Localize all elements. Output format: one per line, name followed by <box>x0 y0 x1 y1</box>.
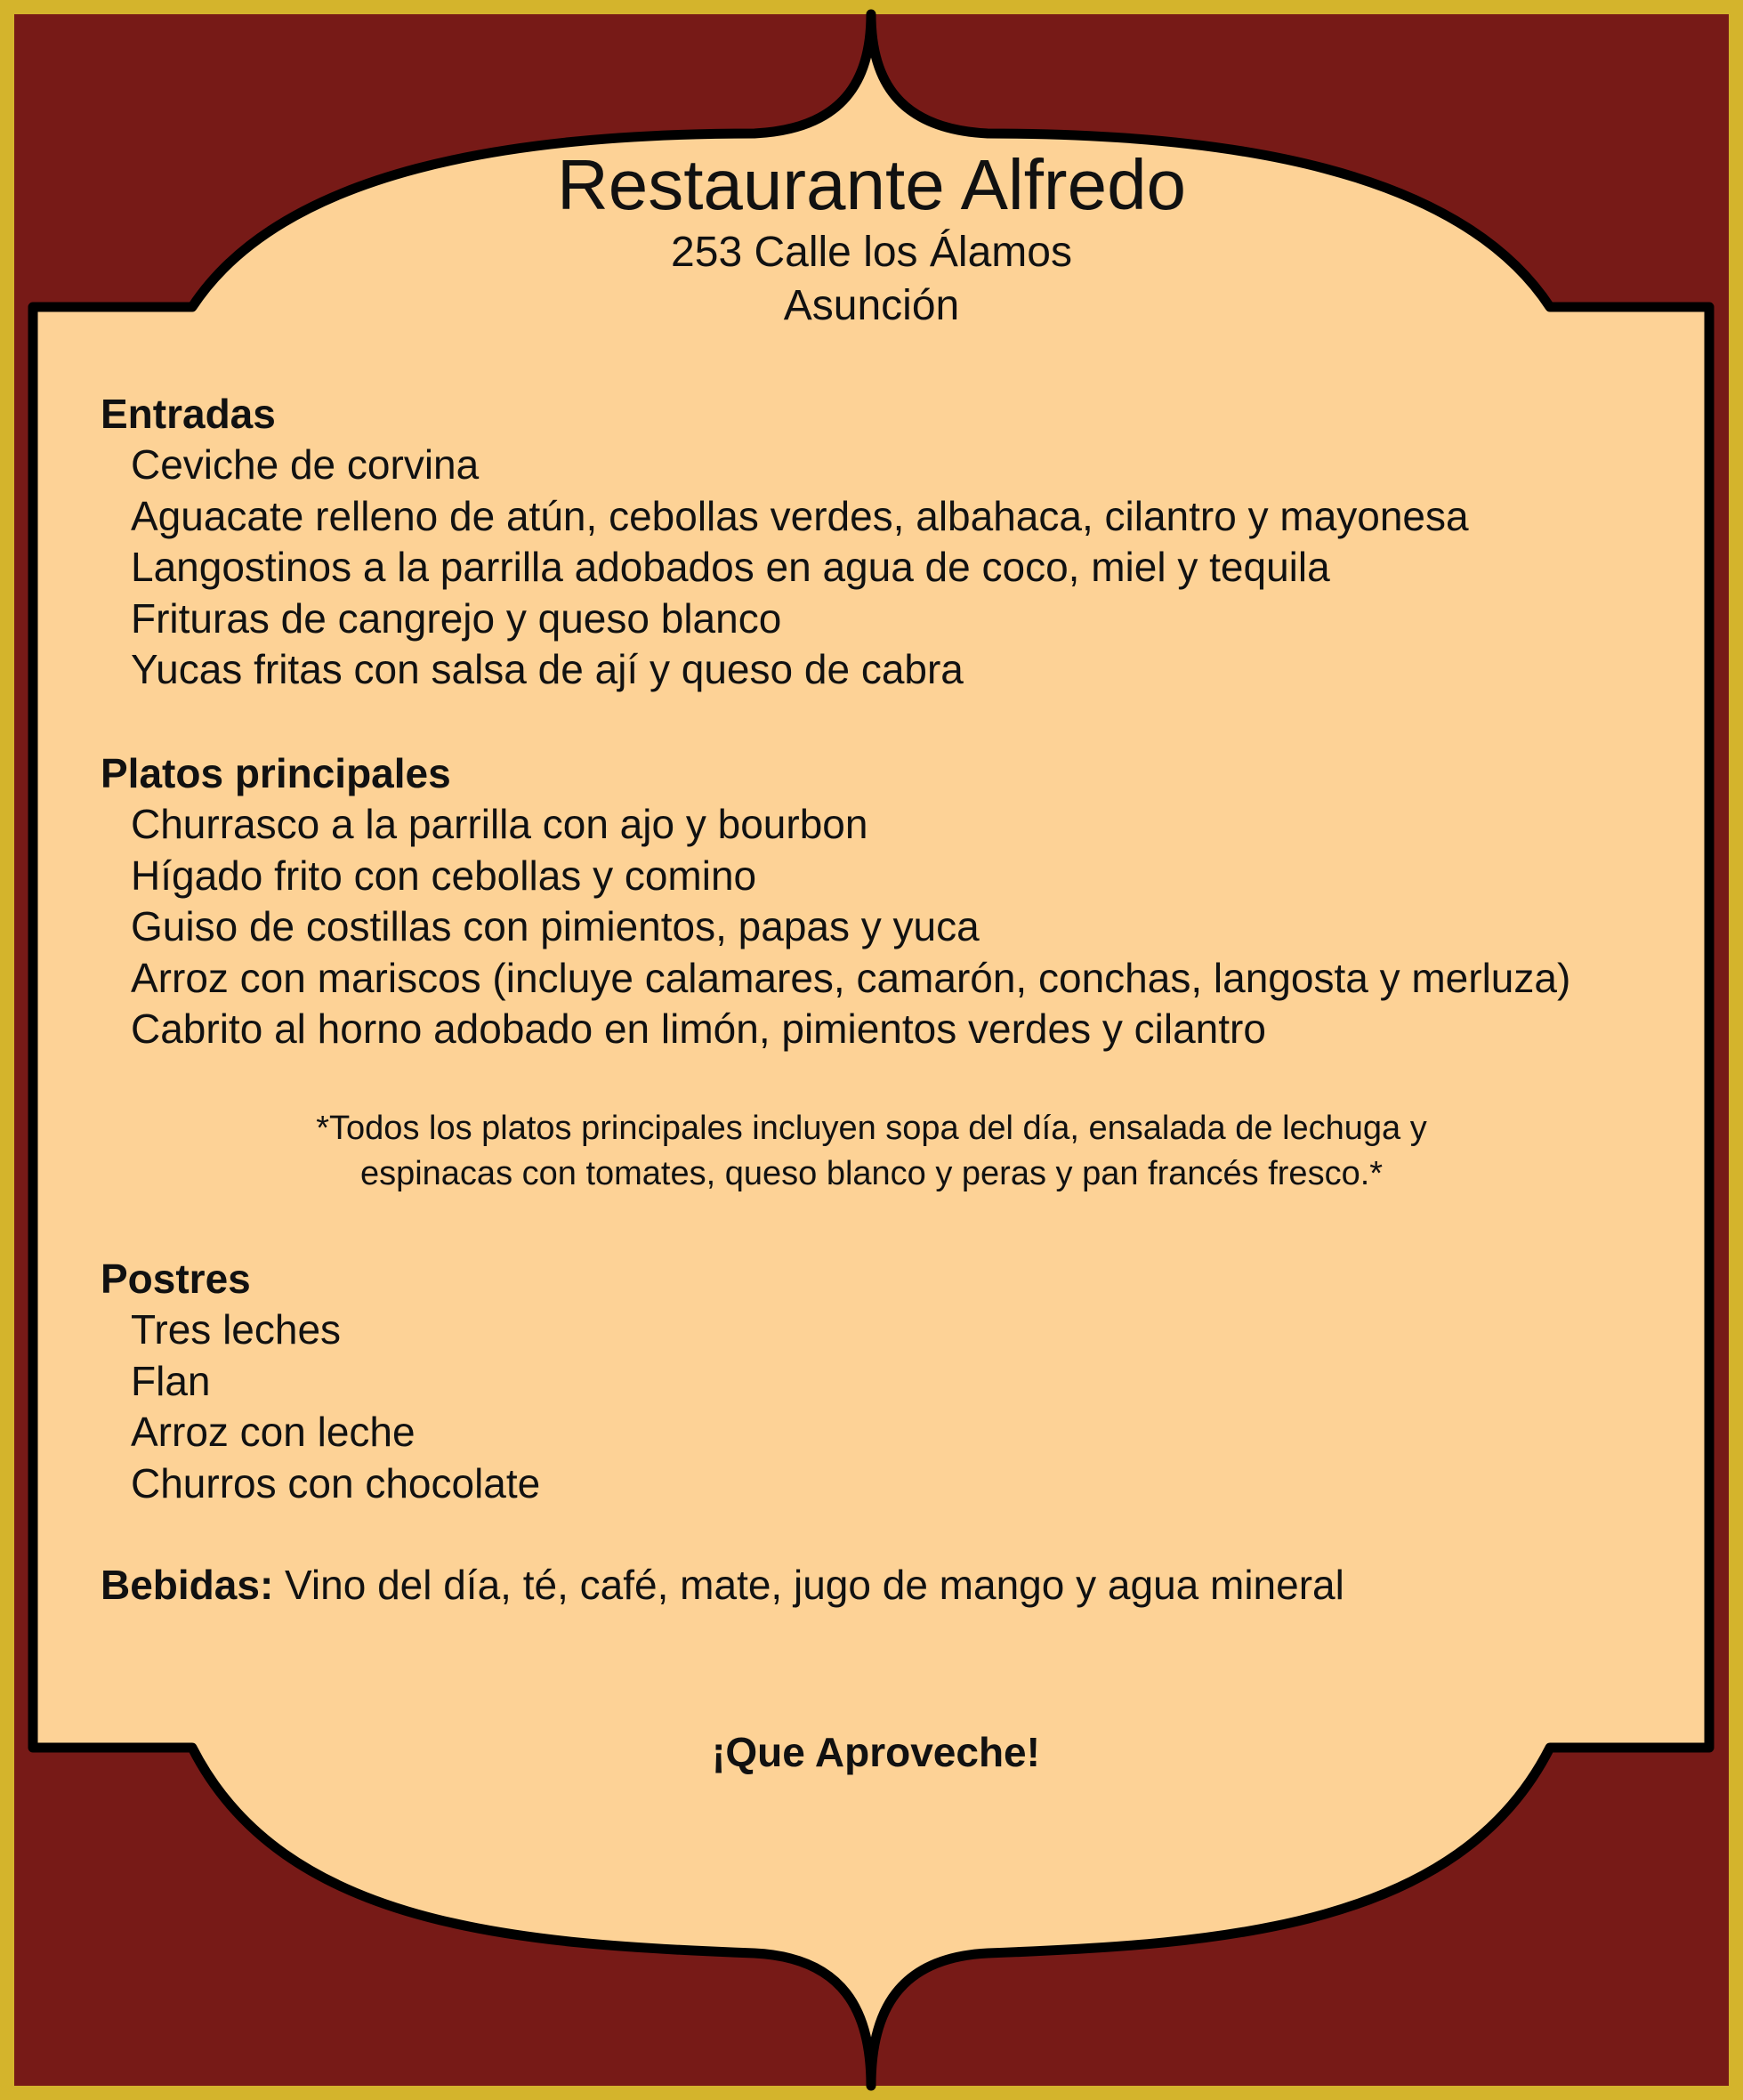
section-bebidas <box>101 1559 1344 1611</box>
menu-item: Frituras de cangrejo y queso blanco <box>131 594 782 642</box>
menu-item: Yucas fritas con salsa de ají y queso de cabra <box>131 646 964 693</box>
menu-item: Arroz con mariscos (incluye calamares, camarón, conchas, langosta y merluza) <box>131 954 1571 1001</box>
restaurant-name: Restaurante Alfredo <box>556 145 1187 224</box>
section-heading-platos-principales: Platos principales <box>101 749 451 796</box>
platos-principales-list <box>101 799 1649 1055</box>
menu-item: Hígado frito con cebollas y comino <box>131 852 757 899</box>
section-heading-postres: Postres <box>101 1256 251 1302</box>
main-dishes-note <box>0 1106 1743 1197</box>
menu-sections <box>101 388 1649 1055</box>
menu-item: Churrasco a la parrilla con ajo y bourbon <box>131 800 868 847</box>
menu-item: Flan <box>131 1357 211 1404</box>
bebidas-text: Vino del día, té, café, mate, jugo de mango y agua mineral <box>273 1562 1344 1608</box>
address-city: Asunción <box>783 282 960 329</box>
entradas-list <box>101 440 1649 696</box>
menu-item: Langostinos a la parrilla adobados en agua de coco, miel y tequila <box>131 544 1330 591</box>
menu-item: Aguacate relleno de atún, cebollas verdes, albahaca, cilantro y mayonesa <box>131 492 1469 539</box>
postres-list <box>101 1304 540 1509</box>
note-line: *Todos los platos principales incluyen sopa del día, ensalada de lechuga y <box>316 1110 1427 1147</box>
menu-item: Tres leches <box>131 1306 342 1353</box>
section-spacer <box>101 696 1649 747</box>
section-platos-principales <box>101 747 1649 1055</box>
note-line: espinacas con tomates, queso blanco y peras y pan francés fresco.* <box>359 1155 1384 1192</box>
section-entradas <box>101 388 1649 696</box>
restaurant-address <box>0 226 1743 333</box>
address-street: 253 Calle los Álamos <box>671 229 1072 276</box>
menu-item: Guiso de costillas con pimientos, papas y yuca <box>131 903 980 950</box>
bebidas-label: Bebidas: <box>101 1562 274 1608</box>
section-postres <box>101 1253 540 1509</box>
section-heading-entradas: Entradas <box>101 391 276 437</box>
menu-item: Ceviche de corvina <box>131 441 480 488</box>
closing-message: ¡Que Aproveche! <box>712 1729 1040 1775</box>
menu-item: Arroz con leche <box>131 1409 416 1456</box>
menu-item: Cabrito al horno adobado en limón, pimientos verdes y cilantro <box>131 1006 1266 1053</box>
menu-item: Churros con chocolate <box>131 1459 541 1506</box>
